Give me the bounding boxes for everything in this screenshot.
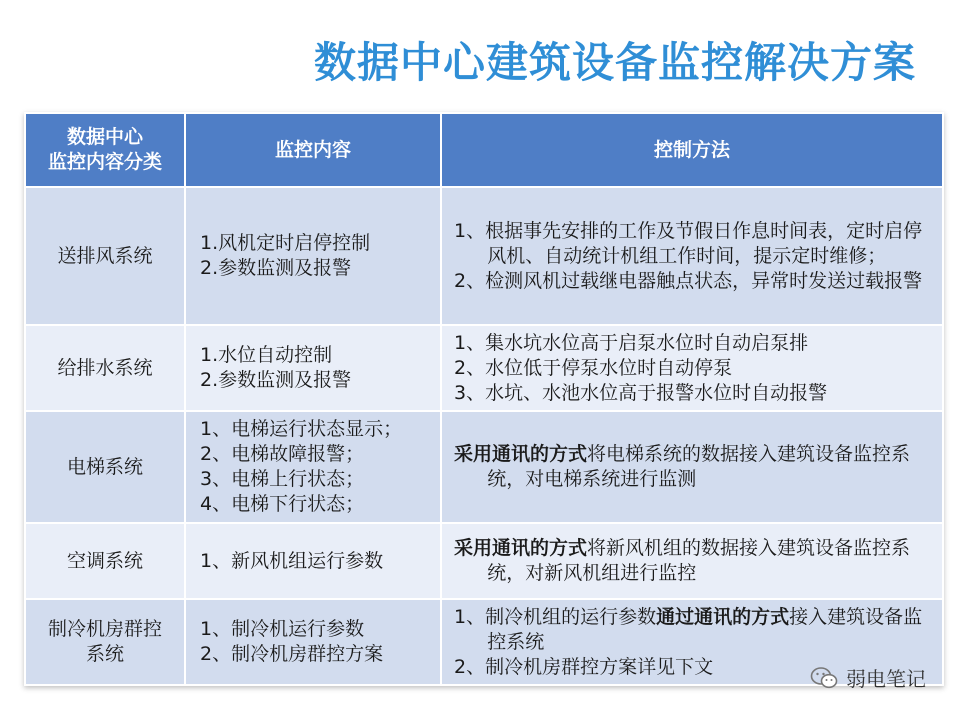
category-label: 制冷机房群控 xyxy=(47,618,162,640)
method-item xyxy=(454,381,934,406)
content-item: 1、制冷机运行参数 xyxy=(200,618,365,640)
table-row xyxy=(25,411,943,523)
content-item: 1、新风机组运行参数 xyxy=(200,549,384,572)
method-item xyxy=(454,356,934,381)
table-row xyxy=(25,325,943,411)
content-cell xyxy=(185,325,441,411)
method-cell xyxy=(441,411,943,523)
category-cell xyxy=(25,411,185,523)
content-cell xyxy=(185,411,441,523)
table-row xyxy=(25,599,943,685)
content-item: 3、电梯上行状态； xyxy=(200,468,365,490)
method-cell xyxy=(441,187,943,325)
page-title: 数据中心建筑设备监控解决方案 xyxy=(313,38,916,87)
watermark xyxy=(810,663,926,692)
content-item: 2、制冷机房群控方案 xyxy=(200,643,384,665)
method-item xyxy=(454,605,934,655)
content-cell xyxy=(185,599,441,685)
method-text: 1、根据事先安排的工作及节假日作息时间表，定时启停风机、自动统计机组工作时间，提示定时维修； xyxy=(454,219,923,267)
header-label: 数据中心 xyxy=(66,126,143,148)
method-text: 2、检测风机过载继电器触点状态，异常时发送过载报警 xyxy=(454,269,923,292)
method-cell xyxy=(441,523,943,599)
method-item xyxy=(454,269,934,294)
method-emphasis: 通过通讯的方式 xyxy=(656,605,790,628)
method-item xyxy=(454,442,934,492)
header-label: 监控内容分类 xyxy=(47,151,162,173)
method-emphasis: 采用通讯的方式 xyxy=(454,443,588,465)
wechat-icon xyxy=(810,666,838,690)
method-text: 3、水坑、水池水位高于报警水位时自动报警 xyxy=(454,381,828,404)
category-cell xyxy=(25,325,185,411)
monitoring-table xyxy=(24,112,944,686)
method-text: 接入建筑设备监控系统 xyxy=(487,605,923,653)
method-item xyxy=(454,219,934,269)
category-label: 空调系统 xyxy=(66,549,143,572)
method-cell xyxy=(441,325,943,411)
content-item: 1.水位自动控制 xyxy=(200,344,333,366)
method-text: 1、制冷机组的运行参数 xyxy=(454,605,657,628)
table-row xyxy=(25,523,943,599)
category-cell xyxy=(25,187,185,325)
method-emphasis: 采用通讯的方式 xyxy=(454,537,588,559)
content-cell xyxy=(185,187,441,325)
header-category xyxy=(25,113,185,187)
content-item: 1.风机定时启停控制 xyxy=(200,232,371,254)
header-label: 控制方法 xyxy=(653,138,730,161)
category-cell xyxy=(25,523,185,599)
table-row xyxy=(25,187,943,325)
header-method xyxy=(441,113,943,187)
method-text: 将新风机组的数据接入建筑设备监控系统，对新风机组进行监控 xyxy=(487,537,911,584)
category-label: 给排水系统 xyxy=(57,356,153,379)
watermark-text: 弱电笔记 xyxy=(846,667,926,691)
method-text: 2、制冷机房群控方案详见下文 xyxy=(454,655,714,678)
content-item: 1、电梯运行状态显示； xyxy=(200,418,403,440)
category-cell xyxy=(25,599,185,685)
content-item: 2、电梯故障报警； xyxy=(200,443,365,465)
method-text: 2、水位低于停泵水位时自动停泵 xyxy=(454,356,733,379)
category-label: 系统 xyxy=(85,643,124,665)
method-item xyxy=(454,536,934,586)
method-text: 将电梯系统的数据接入建筑设备监控系统，对电梯系统进行监测 xyxy=(487,443,911,490)
method-item xyxy=(454,331,934,356)
method-text: 1、集水坑水位高于启泵水位时自动启泵排 xyxy=(454,331,809,354)
header-label: 监控内容 xyxy=(274,138,351,161)
content-item: 2.参数监测及报警 xyxy=(200,257,352,279)
table-body xyxy=(25,187,943,685)
content-cell xyxy=(185,523,441,599)
content-item: 2.参数监测及报警 xyxy=(200,369,352,391)
content-item: 4、电梯下行状态； xyxy=(200,493,365,515)
header-content xyxy=(185,113,441,187)
category-label: 送排风系统 xyxy=(57,244,153,267)
table-header-row xyxy=(25,113,943,187)
category-label: 电梯系统 xyxy=(66,455,143,478)
